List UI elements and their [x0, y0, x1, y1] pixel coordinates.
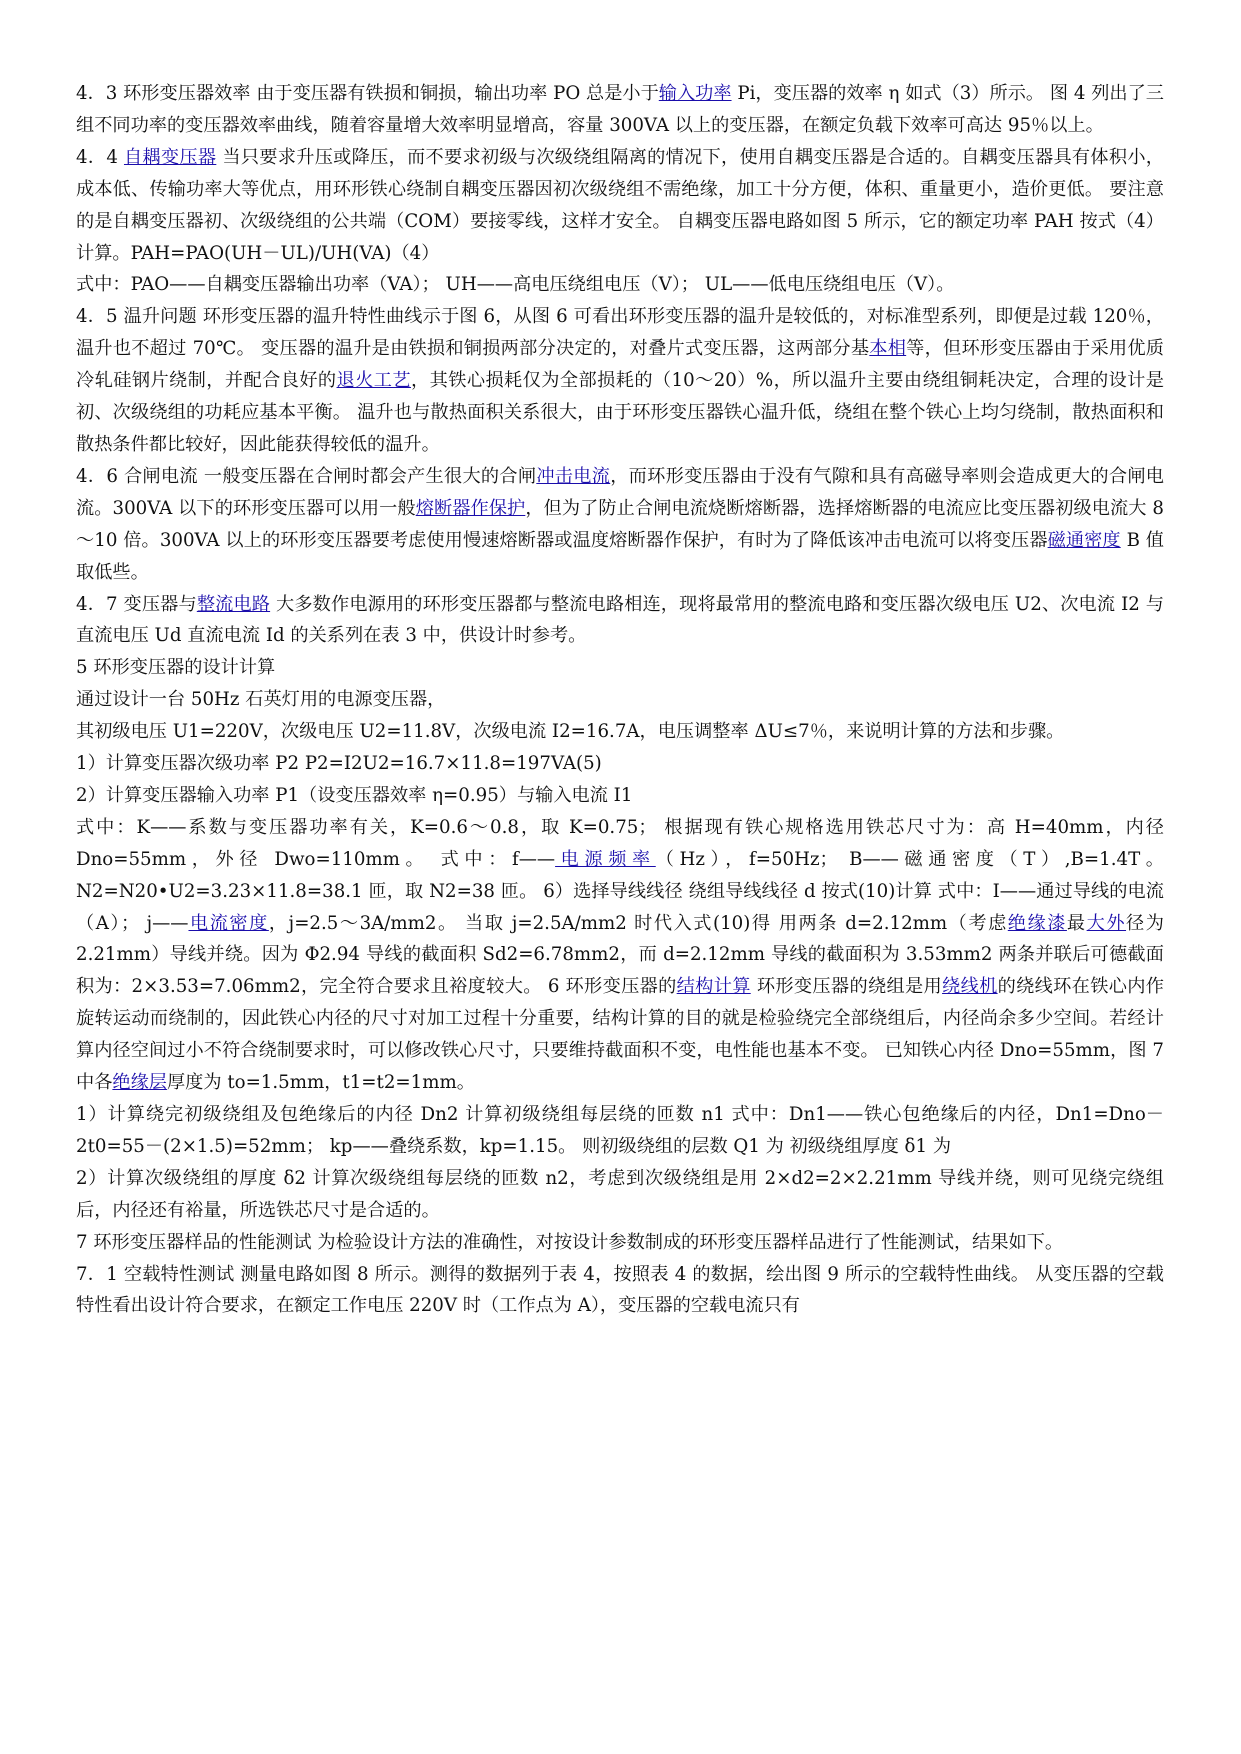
inline-link[interactable]: 退火工艺	[336, 370, 411, 392]
paragraph-text: 式中：PAO——自耦变压器输出功率（VA）； UH——高电压绕组电压（V）； UL——低电压绕组电压（V）。	[76, 274, 955, 296]
paragraph	[76, 1099, 1164, 1163]
paragraph-text: 当只要求升压或降压，而不要求初级与次级绕组隔离的情况下，使用自耦变压器是合适的。自耦变压器具有体积小，成本低、传输功率大等优点，用环形铁心绕制自耦变压器因初次级绕组不需绝缘，加工十分方便，体积、重量更小，造价更低。 要注意的是自耦变压器初、次级绕组的公共端（COM）要接零线，这样才安全。 自耦变压器电路如图 5 所示，它的额定功率 PAH 按式（4）计算。PAH=PAO(UH－UL)/UH(VA)（4）	[76, 146, 1164, 264]
paragraph	[76, 301, 1164, 461]
paragraph-text: 7 环形变压器样品的性能测试 为检验设计方法的准确性，对按设计参数制成的环形变压器样品进行了性能测试，结果如下。	[76, 1231, 1064, 1253]
paragraph	[76, 461, 1164, 589]
paragraph	[76, 1259, 1164, 1323]
paragraph-text: 等，但环形变压器由于采用优质冷轧硅钢片绕制，并配合良好的	[76, 338, 1164, 392]
inline-link[interactable]: 整流电路	[196, 593, 271, 615]
paragraph	[76, 812, 1164, 1099]
paragraph	[76, 1227, 1164, 1259]
paragraph-text: 的绕线环在铁心内作旋转运动而绕制的，因此铁心内径的尺寸对加工过程十分重要，结构计算的目的就是检验绕完全部绕组后，内径尚余多少空间。若经计算内径空间过小不符合绕制要求时，可以修改铁心尺寸，只要维持截面积不变，电性能也基本不变。 已知铁心内径 Dno=55mm，图 7 中各	[76, 976, 1164, 1094]
paragraph-text: 4．7 变压器与	[76, 593, 197, 615]
paragraph-text: ，其铁心损耗仅为全部损耗的（10～20）%，所以温升主要由绕组铜耗决定，合理的设计是初、次级绕组的功耗应基本平衡。 温升也与散热面积关系很大，由于环形变压器铁心温升低，绕组在整个铁心上均匀绕制，散热面积和散热条件都比较好，因此能获得较低的温升。	[76, 370, 1164, 455]
paragraph-text: 最	[1066, 912, 1087, 934]
paragraph-text: 4．5 温升问题 环形变压器的温升特性曲线示于图 6，从图 6 可看出环形变压器的温升是较低的，对标准型系列，即便是过载 120％，温升也不超过 70℃。 变压器的温升是由铁损和铜损两部分决定的，对叠片式变压器，这两部分基	[76, 306, 1164, 360]
inline-link[interactable]: 本相	[869, 338, 907, 360]
paragraph	[76, 142, 1164, 270]
paragraph-text: ，j=2.5～3A/mm2。 当取 j=2.5A/mm2 时代入式(10)得 用两条 d=2.12mm（考虑	[268, 912, 1008, 934]
paragraph-text: 4．6 合闸电流 一般变压器在合闸时都会产生很大的合闸	[76, 465, 537, 487]
paragraph-text: 2）计算变压器输入功率 P1（设变压器效率 η=0.95）与输入电流 I1	[76, 784, 633, 806]
paragraph-text: ，但为了防止合闸电流烧断熔断器，选择熔断器的电流应比变压器初级电流大 8～10 倍。300VA 以上的环形变压器要考虑使用慢速熔断器或温度熔断器作保护，有时为了降低该冲击电流可以将变压器	[76, 497, 1164, 551]
inline-link[interactable]: 大外	[1086, 912, 1127, 934]
paragraph-text: ，而环形变压器由于没有气隙和具有高磁导率则会造成更大的合闸电流。300VA 以下的环形变压器可以用一般	[76, 465, 1164, 519]
inline-link[interactable]: 结构计算	[676, 976, 751, 998]
paragraph	[76, 716, 1164, 748]
inline-link[interactable]: 输入功率	[658, 83, 732, 104]
paragraph	[76, 1163, 1164, 1227]
paragraph-text: 2）计算次级绕组的厚度 δ2 计算次级绕组每层绕的匝数 n2，考虑到次级绕组是用 2×d2=2×2.21mm 导线并绕，则可见绕完绕组后，内径还有裕量，所选铁芯尺寸是合适的。	[76, 1167, 1164, 1221]
inline-link[interactable]: 绝缘漆	[1007, 912, 1067, 934]
paragraph	[76, 78, 1164, 142]
paragraph-text: 4．4	[76, 146, 124, 168]
paragraph-text: 环形变压器的绕组是用	[750, 976, 943, 998]
inline-link[interactable]: 电流密度	[188, 912, 269, 934]
paragraph-text: 大多数作电源用的环形变压器都与整流电路相连，现将最常用的整流电路和变压器次级电压 U2、次电流 I2 与直流电压 Ud 直流电流 Id 的关系列在表 3 中，供设计时参考。	[76, 593, 1164, 647]
paragraph-text: 式中：K——系数与变压器功率有关，K=0.6～0.8，取 K=0.75； 根据现有铁心规格选用铁芯尺寸为：高 H=40mm，内径 Dno=55mm，外径 Dwo=110mm。 式中：f——	[76, 816, 1164, 870]
paragraph	[76, 652, 1164, 684]
paragraph	[76, 589, 1164, 653]
paragraph-text: 1）计算绕完初级绕组及包绝缘后的内径 Dn2 计算初级绕组每层绕的匝数 n1 式中：Dn1——铁心包绝缘后的内径，Dn1=Dno－2t0=55－(2×1.5)=52mm； kp——叠绕系数，kp=1.15。 则初级绕组的层数 Q1 为 初级绕组厚度 δ1 为	[76, 1104, 1164, 1157]
paragraph	[76, 748, 1164, 780]
paragraph-text: 厚度为 to=1.5mm，t1=t2=1mm。	[166, 1072, 475, 1094]
inline-link[interactable]: 磁通密度	[1047, 529, 1121, 551]
inline-link[interactable]: 冲击电流	[536, 465, 611, 487]
paragraph	[76, 269, 1164, 301]
paragraph-text: 7．1 空载特性测试 测量电路如图 8 所示。测得的数据列于表 4，按照表 4 的数据，绘出图 9 所示的空载特性曲线。 从变压器的空载特性看出设计符合要求，在额定工作电压 220V 时（工作点为 A），变压器的空载电流只有	[76, 1263, 1164, 1317]
paragraph-text: Pi，变压器的效率 η 如式（3）所示。 图 4 列出了三组不同功率的变压器效率曲线，随着容量增大效率明显增高，容量 300VA 以上的变压器，在额定负载下效率可高达 95％以上。	[76, 83, 1164, 136]
paragraph-text: （Hz），f=50Hz； B——磁通密度（T）,B=1.4T。 N2=N20•U2=3.23×11.8=38.1 匝，取 N2=38 匝。 6）选择导线线径 绕组导线线径 d 按式(10)计算 式中：I——通过导线的电流（A）； j——	[76, 848, 1164, 934]
paragraph	[76, 780, 1164, 812]
document-body	[76, 78, 1164, 1322]
paragraph	[76, 684, 1164, 716]
inline-link[interactable]: 电源频率	[555, 848, 656, 870]
inline-link[interactable]: 自耦变压器	[123, 146, 217, 168]
paragraph-text: 径为 2.21mm）导线并绕。因为 Φ2.94 导线的截面积 Sd2=6.78mm2，而 d=2.12mm 导线的截面积为 3.53mm2 两条并联后可德截面积为：2×3.53=7.06mm2，完全符合要求且裕度较大。 6 环形变压器的	[76, 912, 1164, 998]
inline-link[interactable]: 绕线机	[942, 976, 998, 998]
inline-link[interactable]: 熔断器作保护	[415, 497, 526, 519]
paragraph-text: 1）计算变压器次级功率 P2 P2=I2U2=16.7×11.8=197VA(5)	[76, 753, 602, 775]
paragraph-text: 通过设计一台 50Hz 石英灯用的电源变压器，	[76, 689, 446, 711]
inline-link[interactable]: 绝缘层	[112, 1072, 167, 1094]
paragraph-text: 4．3 环形变压器效率 由于变压器有铁损和铜损，输出功率 PO 总是小于	[76, 83, 659, 104]
paragraph-text: 其初级电压 U1=220V，次级电压 U2=11.8V，次级电流 I2=16.7A，电压调整率 ΔU≤7％，来说明计算的方法和步骤。	[76, 721, 1065, 743]
paragraph-text: B 值取低些。	[76, 529, 1164, 583]
paragraph-text: 5 环形变压器的设计计算	[76, 657, 276, 679]
